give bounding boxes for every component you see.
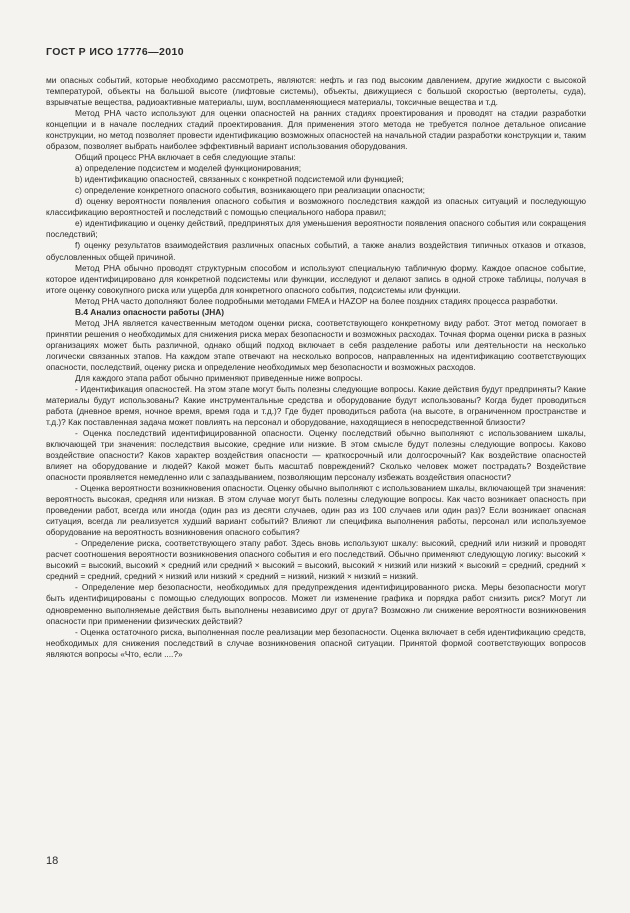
paragraph: - Оценка последствий идентифицированной опасности. Оценку последствий обычно выполняют с использованием шкалы, включающей три значения: последствия высокие, средние или низкие. В этом смысле будут полезны следующие вопросы. Каково воздействие опасности? Каков характер воздействия опасности — краткосрочный или долгосрочный? Как воздействие опасностей влияет на оборудование и людей? Какой может быть масштаб повреждений? Сколько человек может пострадать? Воздействие опасности проявляется немедленно или с запаздыванием, позволяющим персоналу избежать воздействия опасности?	[46, 428, 586, 483]
paragraph: Для каждого этапа работ обычно применяют приведенные ниже вопросы.	[75, 372, 363, 383]
paragraph: - Оценка вероятности возникновения опасности. Оценку обычно выполняют с использованием шкалы, включающей три значения: вероятность высокая, средняя или низкая. В этом случае могут быть полезны следующие вопросы. Как часто возникает опасность при проведении работ, всегда или иногда (один раз из десяти случаев, один раз из 100 случаев или один раз)? Если возникает опасная ситуация, всегда ли реализуется худший вариант событий? Влияют ли специфика выполнения работы, персонал или используемое оборудование на вероятность возникновения опасного события?	[46, 483, 586, 538]
list-item: b) идентификацию опасностей, связанных с конкретной подсистемой или функцией;	[75, 174, 404, 185]
paragraph: Метод PHA часто дополняют более подробными методами FMEA и HAZOP на более поздних стадиях процесса разработки.	[75, 295, 558, 306]
list-item: f) оценку результатов взаимодействия различных опасных событий, а также анализ воздействия типичных отказов и отказов, обусловленных общей причиной.	[46, 240, 586, 262]
paragraph: ми опасных событий, которые необходимо рассмотреть, являются: нефть и газ под высоким давлением, другие жидкости с высокой температурой, объекты на большой высоте (лифтовые системы), объекты, движущиеся с большой скоростью (вертолеты, суда), взрывчатые вещества, радиоактивные материалы, шум, воспламеняющиеся материалы, токсичные вещества и т.д.	[46, 75, 586, 108]
list-item: d) оценку вероятности появления опасного события и возможного последствия каждой из опасных ситуаций и последующую классификацию вероятностей и последствий с помощью специального набора правил;	[46, 196, 586, 218]
document-header: ГОСТ Р ИСО 17776—2010	[46, 46, 184, 58]
list-item: c) определение конкретного опасного события, возникающего при реализации опасности;	[75, 185, 425, 196]
paragraph: - Определение риска, соответствующего этапу работ. Здесь вновь используют шкалу: высокий, средний или низкий и проводят расчет соотношения вероятности возникновения опасного события и его последствий. Обычно применяют следующую логику: высокий × высокий = высокий, высокий × средний или средний × высокий = высокий, высокий × низкий или низкий × высокий = средний, средний × средний = средний, средний × низкий или низкий × средний = низкий, низкий × низкий = низкий.	[46, 538, 586, 582]
paragraph: Метод PHA часто используют для оценки опасностей на ранних стадиях проектирования и проводят на стадии разработки концепции и в начале последних стадий проектирования. Для применения этого метода не требуется полное детальное описание конструкции, но метод позволяет провести идентификацию возможных опасностей на начальной стадии разработки конструкции и, таким образом, позволяет выбрать наиболее эффективный вариант использования оборудования.	[46, 108, 586, 152]
list-item: e) идентификацию и оценку действий, предпринятых для уменьшения вероятности появления опасного события или сокращения последствий;	[46, 218, 586, 240]
page-body	[46, 75, 586, 660]
page-number: 18	[46, 855, 59, 867]
paragraph: - Определение мер безопасности, необходимых для предупреждения идентифицированного риска. Меры безопасности могут быть идентифицированы с помощью следующих вопросов. Может ли изменение графика и порядка работ снизить риск? Могут ли одновременно выполняемые действия быть выполнены независимо друг от друга? Возможно ли снижение вероятности возникновения опасности при применении физических действий?	[46, 582, 586, 626]
paragraph: Метод PHA обычно проводят структурным способом и используют специальную табличную форму. Каждое опасное событие, которое идентифицировано для конкретной подсистемы или функции, исследуют и делают запись в одной строке таблицы, получая в итоге оценку совокупного риска или ущерба для конкретного опасного события, подсистемы или функции.	[46, 262, 586, 295]
paragraph: - Идентификация опасностей. На этом этапе могут быть полезны следующие вопросы. Какие действия будут предприняты? Какие материалы будут использованы? Какие инструментальные средства и оборудование будут использованы? Когда будет проводиться работа (дневное время, ночное время, время года и т.д.)? Где будет проводиться работа (на высоте, в ограниченном пространстве и т.д.)? Как поставленная задача может повлиять на персонал и оборудование, находящиеся в непосредственной близости?	[46, 383, 586, 427]
paragraph: - Оценка остаточного риска, выполненная после реализации мер безопасности. Оценка включает в себя идентификацию средств, необходимых для снижения последствий в случае возникновения опасной ситуации. Принятой формой соответствующих вопросов являются вопросы «Что, если ....?»	[46, 626, 586, 659]
paragraph: Общий процесс PHA включает в себя следующие этапы:	[75, 152, 296, 163]
paragraph: Метод JHA является качественным методом оценки риска, соответствующего конкретному виду работ. Этот метод помогает в принятии решения о необходимых для снижения риска мерах безопасности и возможных расходах. Точная форма оценки риска в разных организациях может быть различной, однако общий подход включает в себя разделение работы или деятельности на несколько логически связанных этапов. На каждом этапе отвечают на несколько вопросов, направленных на идентификацию соответствующих опасности, последствий, оценку риска и определение необходимых мер безопасности и возможных расходов.	[46, 317, 586, 372]
section-heading: B.4 Анализ опасности работы (JHA)	[75, 306, 225, 317]
list-item: a) определение подсистем и моделей функционирования;	[75, 163, 302, 174]
